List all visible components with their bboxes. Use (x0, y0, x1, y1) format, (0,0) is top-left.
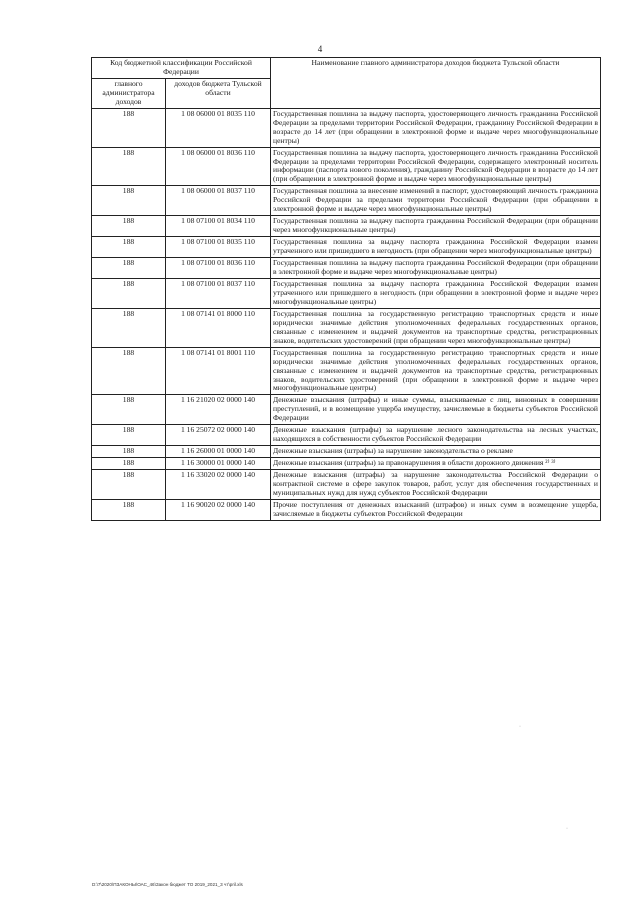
revenue-name-cell: Государственная пошлина за государственную регистрацию транспортных средств и иные юридически значимые действия уполномоченных федеральных государственных органов, связанные с изменением и выдачей документов на транспортные средства, регистрационных знаков, водительских удостоверений (при обращении через многофункциональные центры) (271, 308, 601, 347)
table-row (92, 470, 601, 500)
income-code-cell: 1 16 25072 02 0000 140 (166, 425, 271, 446)
revenue-name-cell: Денежные взыскания (штрафы) и иные суммы, взыскиваемые с лиц, виновных в совершении преступлений, и в возмещение ущерба имуществу, зачисляемые в бюджеты субъектов Российской Федерации (271, 395, 601, 425)
revenue-name-cell: Государственная пошлина за выдачу паспорта гражданина Российской Федерации (при обращении в электронной форме и выдаче через многофункциональные центры) (271, 258, 601, 279)
income-code-cell: 1 08 06000 01 8036 110 (166, 147, 271, 186)
income-code-cell: 1 08 06000 01 8037 110 (166, 186, 271, 216)
table-row (92, 308, 601, 347)
admin-code-cell: 188 (92, 347, 166, 395)
admin-code-cell: 188 (92, 108, 166, 147)
page-number: 4 (317, 44, 323, 54)
income-code-cell: 1 16 33020 02 0000 140 (166, 470, 271, 500)
admin-code-cell: 188 (92, 425, 166, 446)
admin-code-cell: 188 (92, 446, 166, 458)
admin-code-cell: 188 (92, 308, 166, 347)
revenue-name-cell: Государственная пошлина за государственную регистрацию транспортных средств и иные юридически значимые действия уполномоченных федеральных государственных органов, связанные с изменением и выдачей документов на транспортные средства, регистрационных знаков, водительских удостоверений (при обращении в электронной форме и выдаче через многофункциональные центры) (271, 347, 601, 395)
table-row (92, 258, 601, 279)
table-row (92, 446, 601, 458)
revenue-name-cell: Государственная пошлина за выдачу паспорта гражданина Российской Федерации (при обращении через многофункциональные центры) (271, 216, 601, 237)
table-row (92, 237, 601, 258)
income-code-cell: 1 08 06000 01 8035 110 (166, 108, 271, 147)
revenue-administrators-table (91, 57, 601, 521)
admin-code-cell: 188 (92, 395, 166, 425)
revenue-name-cell: Государственная пошлина за выдачу паспорта гражданина Российской Федерации взамен утраченного или пришедшего в негодность (при обращении в электронной форме и выдаче через многофункциональные центры) (271, 278, 601, 308)
income-code-cell: 1 16 21020 02 0000 140 (166, 395, 271, 425)
revenue-name-cell: Денежные взыскания (штрафы) за нарушение лесного законодательства на лесных участках, находящихся в собственности субъектов Российской Федерации (271, 425, 601, 446)
income-code-cell: 1 08 07100 01 8036 110 (166, 258, 271, 279)
income-code-cell: 1 08 07100 01 8035 110 (166, 237, 271, 258)
header-admin-code: главного администратора доходов (92, 78, 166, 108)
table-row (92, 108, 601, 147)
table-row (92, 499, 601, 520)
admin-code-cell: 188 (92, 186, 166, 216)
header-income-code: доходов бюджета Тульской области (166, 78, 271, 108)
table-row (92, 458, 601, 470)
income-code-cell: 1 16 26000 01 0000 140 (166, 446, 271, 458)
header-administrator-name: Наименование главного администратора доходов бюджета Тульской области (271, 58, 601, 109)
income-code-cell: 1 08 07100 01 8034 110 (166, 216, 271, 237)
income-code-cell: 1 08 07141 01 8001 110 (166, 347, 271, 395)
income-code-cell: 1 08 07141 01 8000 110 (166, 308, 271, 347)
table-row (92, 216, 601, 237)
revenue-name-cell: Денежные взыскания (штрафы) за правонарушения в области дорожного движения ²⁾ ³⁾ (271, 458, 601, 470)
table-row (92, 278, 601, 308)
admin-code-cell: 188 (92, 147, 166, 186)
admin-code-cell: 188 (92, 237, 166, 258)
admin-code-cell: 188 (92, 499, 166, 520)
admin-code-cell: 188 (92, 470, 166, 500)
revenue-name-cell: Государственная пошлина за выдачу паспорта, удостоверяющего личность гражданина Российской Федерации за пределами территории Российской Федерации, содержащего электронный носитель информации (паспорта нового поколения), гражданину Российской Федерации в возрасте до 14 лет (при обращении в электронной форме и выдаче через многофункциональные центры) (271, 147, 601, 186)
income-code-cell: 1 16 90020 02 0000 140 (166, 499, 271, 520)
header-classification-code: Код бюджетной классификации Российской Федерации (92, 58, 271, 79)
table-row (92, 395, 601, 425)
table-row (92, 425, 601, 446)
revenue-name-cell: Государственная пошлина за выдачу паспорта, удостоверяющего личность гражданина Российской Федерации за пределами территории Российской Федерации, гражданину Российской Федерации в возрасте до 14 лет (при обращении в электронной форме и выдаче через многофункциональные центры) (271, 108, 601, 147)
income-code-cell: 1 16 30000 01 0000 140 (166, 458, 271, 470)
scan-mark: · (519, 724, 521, 730)
table-row (92, 186, 601, 216)
table-row (92, 147, 601, 186)
admin-code-cell: 188 (92, 458, 166, 470)
revenue-name-cell: Прочие поступления от денежных взысканий (штрафов) и иных сумм в возмещение ущерба, зачисляемые в бюджеты субъектов Российской Федерации (271, 499, 601, 520)
revenue-name-cell: Государственная пошлина за внесение изменений в паспорт, удостоверяющий личность гражданина Российской Федерации за пределами территории Российской Федерации (при обращении в электронной форме и выдаче через многофункциональные центры) (271, 186, 601, 216)
table-row (92, 347, 601, 395)
income-code-cell: 1 08 07100 01 8037 110 (166, 278, 271, 308)
admin-code-cell: 188 (92, 258, 166, 279)
revenue-name-cell: Денежные взыскания (штрафы) за нарушение законодательства о рекламе (271, 446, 601, 458)
admin-code-cell: 188 (92, 278, 166, 308)
revenue-name-cell: Государственная пошлина за выдачу паспорта гражданина Российской Федерации взамен утраченного или пришедшего в негодность (при обращении через многофункциональные центры) (271, 237, 601, 258)
admin-code-cell: 188 (92, 216, 166, 237)
revenue-name-cell: Денежные взыскания (штрафы) за нарушение законодательства Российской Федерации о контрактной системе в сфере закупок товаров, работ, услуг для обеспечения государственных и муниципальных нужд для нужд субъектов Российской Федерации (271, 470, 601, 500)
scan-mark: · (566, 826, 568, 832)
footer-file-path: D:\7\2020\ПЗАКОНЫ\ОАС_46\Закон бюджет ТО 2019_2021_3 чт\pril.xls (92, 882, 243, 887)
